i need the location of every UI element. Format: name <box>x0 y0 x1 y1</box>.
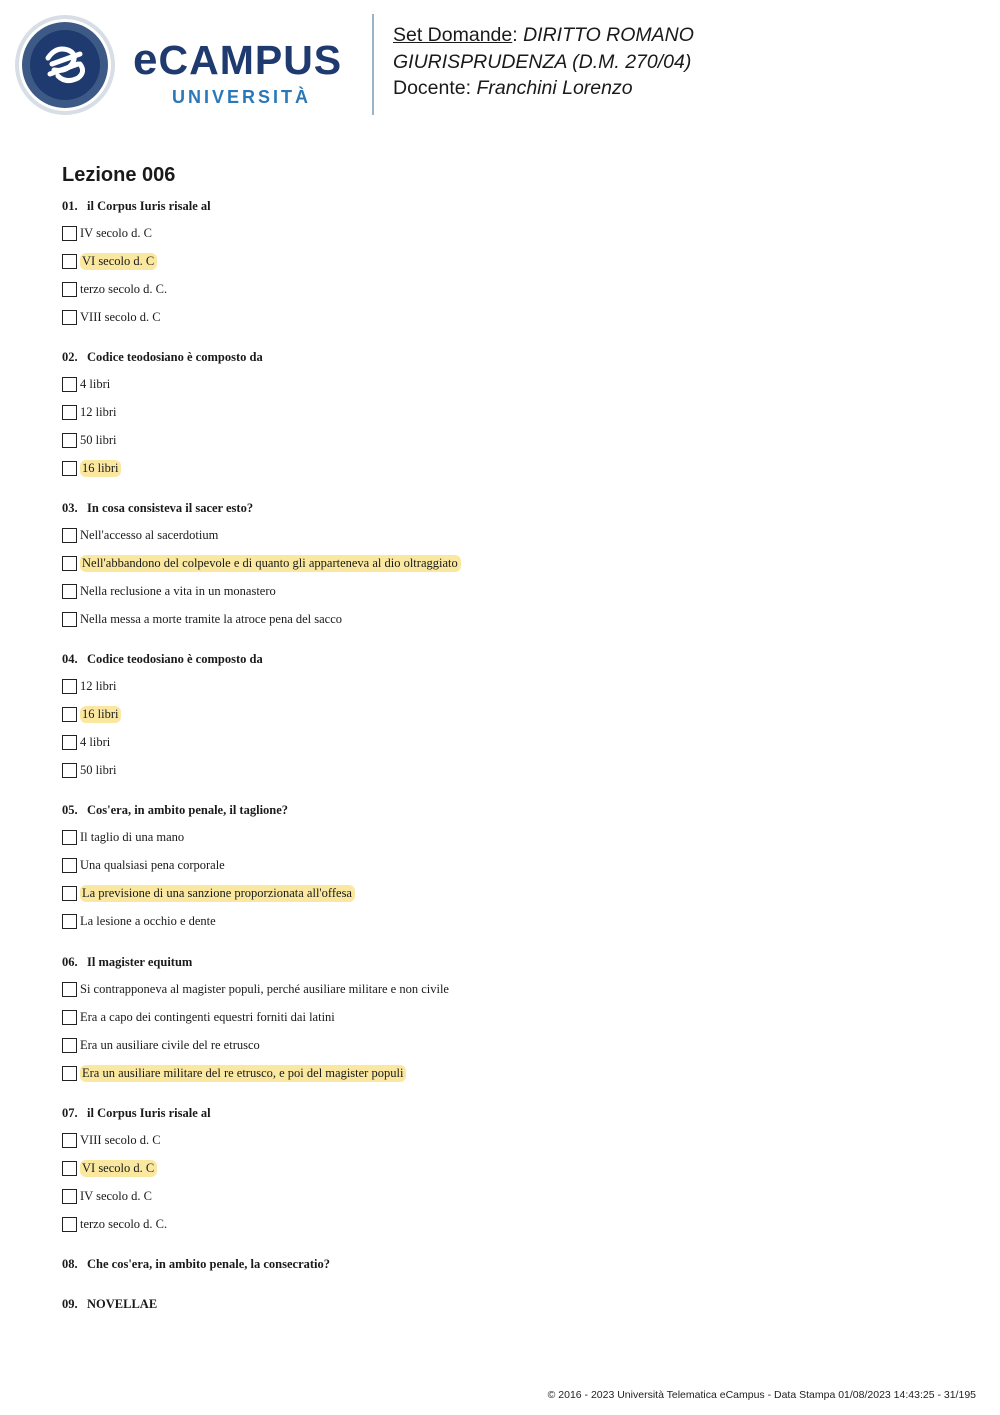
question-number: 03. <box>62 501 78 515</box>
answer-option[interactable] <box>62 219 211 247</box>
answer-option[interactable] <box>62 975 449 1003</box>
answer-option[interactable] <box>62 1126 211 1154</box>
answer-label: VIII secolo d. C <box>80 1132 161 1147</box>
answer-option[interactable] <box>62 605 461 633</box>
question-title <box>62 1256 330 1272</box>
lesson-title: Lezione 006 <box>62 164 176 186</box>
question-title <box>62 500 461 516</box>
answer-option[interactable] <box>62 521 461 549</box>
question-title <box>62 198 211 214</box>
correct-answer-label: VI secolo d. C <box>80 1160 157 1177</box>
checkbox[interactable] <box>62 914 77 929</box>
answer-label: Nella reclusione a vita in un monastero <box>80 583 276 598</box>
correct-answer-label: 16 libri <box>80 706 121 723</box>
question-number: 02. <box>62 350 78 364</box>
answer-option[interactable] <box>62 454 263 482</box>
checkbox[interactable] <box>62 405 77 420</box>
answer-option[interactable] <box>62 823 355 851</box>
answer-label: VIII secolo d. C <box>80 309 161 324</box>
answer-label: Nell'accesso al sacerdotium <box>80 527 219 542</box>
checkbox[interactable] <box>62 310 77 325</box>
answer-label: 12 libri <box>80 678 117 693</box>
checkbox[interactable] <box>62 461 77 476</box>
answer-label: Una qualsiasi pena corporale <box>80 857 225 872</box>
correct-answer-label: Era un ausiliare militare del re etrusco, e poi del magister populi <box>80 1065 406 1082</box>
answer-option[interactable] <box>62 756 263 784</box>
answer-options <box>62 370 263 482</box>
brand-subtitle: UNIVERSITÀ <box>172 87 312 107</box>
checkbox[interactable] <box>62 282 77 297</box>
question-number: 09. <box>62 1297 78 1311</box>
checkbox[interactable] <box>62 679 77 694</box>
correct-answer-label: VI secolo d. C <box>80 253 157 270</box>
answer-label: La lesione a occhio e dente <box>80 913 216 928</box>
question-text: il Corpus Iuris risale al <box>87 199 211 213</box>
answer-option[interactable] <box>62 672 263 700</box>
brand-wordmark: eCAMPUS <box>133 35 343 84</box>
answer-option[interactable] <box>62 1154 211 1182</box>
checkbox[interactable] <box>62 763 77 778</box>
question-block <box>62 349 263 482</box>
question-title <box>62 349 263 365</box>
question-block <box>62 500 461 633</box>
answer-option[interactable] <box>62 700 263 728</box>
question-text: Codice teodosiano è composto da <box>87 350 263 364</box>
answer-option[interactable] <box>62 879 355 907</box>
question-block <box>62 1105 211 1238</box>
answer-options <box>62 823 355 935</box>
answer-label: 4 libri <box>80 734 111 749</box>
answer-label: 4 libri <box>80 376 111 391</box>
page-footer: © 2016 - 2023 Università Telematica eCampus - Data Stampa 01/08/2023 14:43:25 - 31/195 <box>547 1389 976 1401</box>
question-text: Il magister equitum <box>87 955 193 969</box>
question-text: Che cos'era, in ambito penale, la consecratio? <box>87 1257 331 1271</box>
checkbox[interactable] <box>62 1038 77 1053</box>
correct-answer-label: La previsione di una sanzione proporzionata all'offesa <box>80 885 355 902</box>
question-block <box>62 651 263 784</box>
answer-label: terzo secolo d. C. <box>80 1216 168 1231</box>
checkbox[interactable] <box>62 1066 77 1081</box>
answer-options <box>62 672 263 784</box>
checkbox[interactable] <box>62 1189 77 1204</box>
question-text: In cosa consisteva il sacer esto? <box>87 501 254 515</box>
ecampus-seal-logo <box>14 14 116 116</box>
answer-label: Nella messa a morte tramite la atroce pena del sacco <box>80 611 343 626</box>
answer-option[interactable] <box>62 370 263 398</box>
answer-option[interactable] <box>62 303 211 331</box>
answer-label: Era un ausiliare civile del re etrusco <box>80 1037 260 1052</box>
checkbox[interactable] <box>62 707 77 722</box>
question-block <box>62 1296 157 1312</box>
answer-option[interactable] <box>62 1031 449 1059</box>
checkbox[interactable] <box>62 377 77 392</box>
course-name: GIURISPRUDENZA (D.M. 270/04) <box>393 50 692 73</box>
question-text: Codice teodosiano è composto da <box>87 652 263 666</box>
question-number: 01. <box>62 199 78 213</box>
answer-option[interactable] <box>62 247 211 275</box>
checkbox[interactable] <box>62 528 77 543</box>
answer-label: IV secolo d. C <box>80 1188 152 1203</box>
question-title <box>62 1105 211 1121</box>
checkbox[interactable] <box>62 1217 77 1232</box>
question-title <box>62 1296 157 1312</box>
checkbox[interactable] <box>62 1161 77 1176</box>
answer-option[interactable] <box>62 1059 449 1087</box>
question-text: NOVELLAE <box>87 1297 158 1311</box>
question-number: 07. <box>62 1106 78 1120</box>
question-block <box>62 802 355 935</box>
checkbox[interactable] <box>62 735 77 750</box>
checkbox[interactable] <box>62 612 77 627</box>
question-number: 06. <box>62 955 78 969</box>
answer-label: 50 libri <box>80 762 117 777</box>
checkbox[interactable] <box>62 254 77 269</box>
question-number: 05. <box>62 803 78 817</box>
header-divider <box>372 14 374 115</box>
answer-option[interactable] <box>62 549 461 577</box>
answer-options <box>62 1126 211 1238</box>
answer-option[interactable] <box>62 1210 211 1238</box>
answer-label: 50 libri <box>80 432 117 447</box>
teacher-name: Franchini Lorenzo <box>476 77 633 99</box>
answer-option[interactable] <box>62 398 263 426</box>
answer-option[interactable] <box>62 728 263 756</box>
answer-label: IV secolo d. C <box>80 225 152 240</box>
checkbox[interactable] <box>62 1010 77 1025</box>
answer-option[interactable] <box>62 1182 211 1210</box>
question-text: il Corpus Iuris risale al <box>87 1106 211 1120</box>
question-block <box>62 198 211 331</box>
answer-option[interactable] <box>62 577 461 605</box>
question-title <box>62 651 263 667</box>
question-number: 04. <box>62 652 78 666</box>
answer-options <box>62 521 461 633</box>
answer-label: Il taglio di una mano <box>80 829 185 844</box>
question-block <box>62 954 449 1087</box>
set-info: Set Domande: DIRITTO ROMANO GIURISPRUDENZA (D.M. 270/04) Docente: Franchini Lorenzo <box>393 24 694 99</box>
answer-label: Si contrapponeva al magister populi, perché ausiliare militare e non civile <box>80 981 449 996</box>
answer-option[interactable] <box>62 907 355 935</box>
answer-option[interactable] <box>62 426 263 454</box>
question-number: 08. <box>62 1257 78 1271</box>
question-text: Cos'era, in ambito penale, il taglione? <box>87 803 289 817</box>
teacher-label: Docente <box>393 77 466 99</box>
answer-label: Era a capo dei contingenti equestri forniti dai latini <box>80 1009 335 1024</box>
checkbox[interactable] <box>62 226 77 241</box>
correct-answer-label: Nell'abbandono del colpevole e di quanto gli apparteneva al dio oltraggiato <box>80 555 461 572</box>
answer-label: terzo secolo d. C. <box>80 281 168 296</box>
checkbox[interactable] <box>62 982 77 997</box>
answer-option[interactable] <box>62 851 355 879</box>
question-title <box>62 802 355 818</box>
checkbox[interactable] <box>62 433 77 448</box>
checkbox[interactable] <box>62 858 77 873</box>
answer-option[interactable] <box>62 1003 449 1031</box>
checkbox[interactable] <box>62 556 77 571</box>
answer-options <box>62 219 211 331</box>
question-block <box>62 1256 330 1272</box>
answer-options <box>62 975 449 1087</box>
set-value: DIRITTO ROMANO <box>523 24 694 46</box>
correct-answer-label: 16 libri <box>80 460 121 477</box>
checkbox[interactable] <box>62 886 77 901</box>
checkbox[interactable] <box>62 584 77 599</box>
answer-label: 12 libri <box>80 404 117 419</box>
set-label: Set Domande <box>393 24 513 46</box>
checkbox[interactable] <box>62 1133 77 1148</box>
checkbox[interactable] <box>62 830 77 845</box>
answer-option[interactable] <box>62 275 211 303</box>
question-title <box>62 954 449 970</box>
